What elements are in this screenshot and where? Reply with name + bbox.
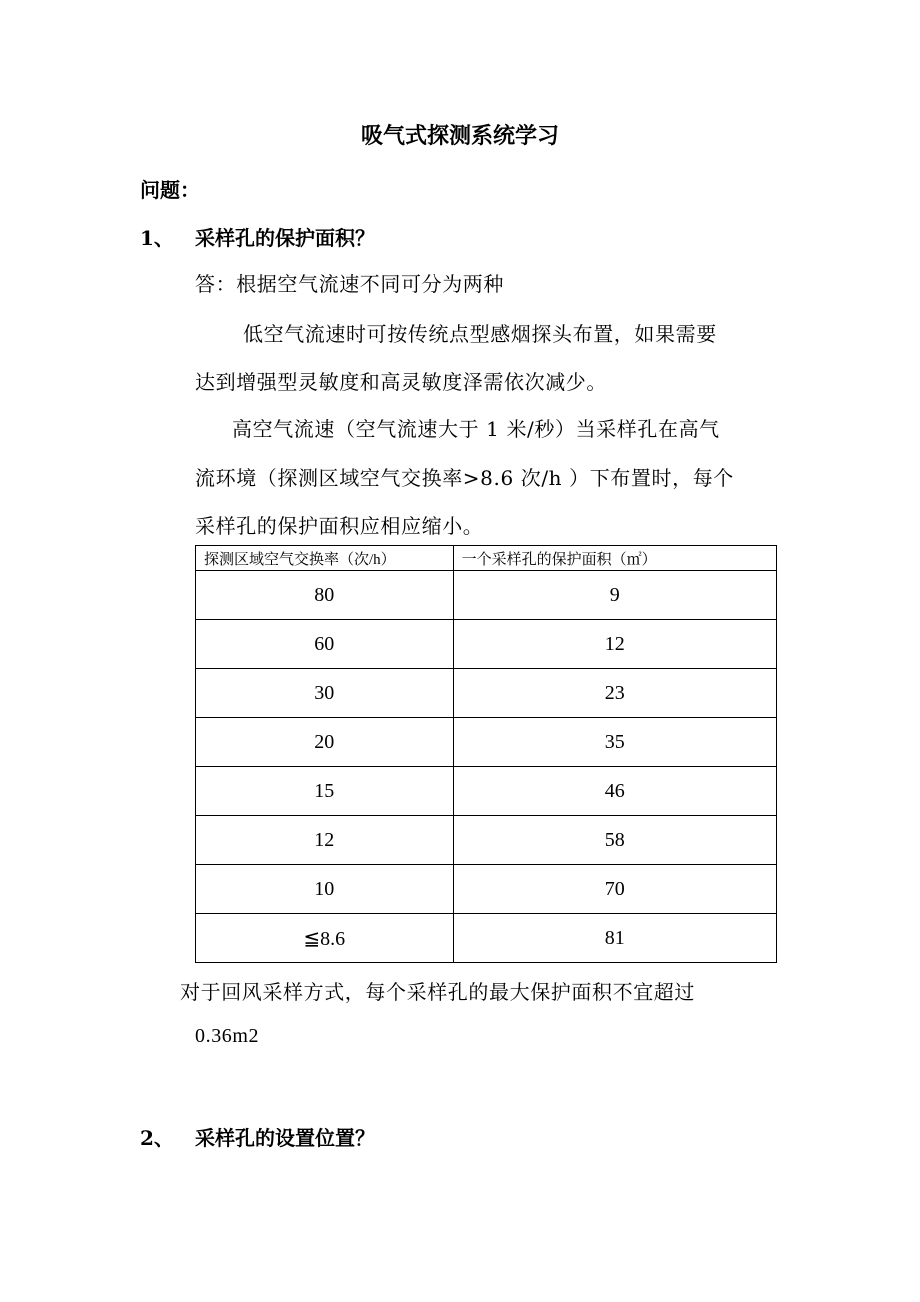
protection-area-cell: 58 <box>453 816 776 865</box>
table-row <box>196 620 777 669</box>
exchange-rate-cell: 30 <box>196 669 454 718</box>
return-air-text-line-2: 0.36m2 <box>195 1025 260 1047</box>
question-2-number: 2、 <box>140 1126 174 1150</box>
high-flow-text-line-1: 高空气流速（空气流速大于 1 米/秒）当采样孔在高气 <box>232 417 720 441</box>
high-flow-text-line-3: 采样孔的保护面积应相应缩小。 <box>195 514 484 538</box>
protection-area-cell: 12 <box>453 620 776 669</box>
exchange-rate-cell: 12 <box>196 816 454 865</box>
return-air-text-line-1: 对于回风采样方式，每个采样孔的最大保护面积不宜超过 <box>180 980 695 1004</box>
low-flow-text-line-1: 低空气流速时可按传统点型感烟探头布置，如果需要 <box>243 322 717 346</box>
column-header-protection-area: 一个采样孔的保护面积（㎡） <box>453 546 776 571</box>
table-row <box>196 718 777 767</box>
protection-area-cell: 9 <box>453 571 776 620</box>
exchange-rate-cell: 15 <box>196 767 454 816</box>
table-row <box>196 767 777 816</box>
exchange-rate-cell: ≦8.6 <box>196 914 454 963</box>
page-title: 吸气式探测系统学习 <box>360 123 559 149</box>
table-row <box>196 571 777 620</box>
protection-area-cell: 23 <box>453 669 776 718</box>
exchange-rate-cell: 20 <box>196 718 454 767</box>
exchange-rate-cell: 80 <box>196 571 454 620</box>
protection-area-cell: 70 <box>453 865 776 914</box>
high-flow-text-line-2: 流环境（探测区域空气交换率>8.6 次/h ）下布置时，每个 <box>195 466 734 490</box>
table-row <box>196 669 777 718</box>
protection-area-cell: 35 <box>453 718 776 767</box>
exchange-rate-cell: 60 <box>196 620 454 669</box>
table-row <box>196 914 777 963</box>
low-flow-text-line-2: 达到增强型灵敏度和高灵敏度泽需依次减少。 <box>195 370 607 394</box>
protection-area-table <box>195 545 777 963</box>
protection-area-cell: 46 <box>453 767 776 816</box>
table-header-row <box>196 546 777 571</box>
protection-area-cell: 81 <box>453 914 776 963</box>
question-1-heading: 采样孔的保护面积？ <box>195 226 375 250</box>
column-header-exchange-rate: 探测区域空气交换率（次/h） <box>196 546 454 571</box>
question-1-number: 1、 <box>140 226 174 250</box>
questions-label: 问题： <box>140 178 200 202</box>
table-row <box>196 816 777 865</box>
question-2-heading: 采样孔的设置位置？ <box>195 1126 375 1150</box>
table-row <box>196 865 777 914</box>
exchange-rate-cell: 10 <box>196 865 454 914</box>
answer-intro: 答：根据空气流速不同可分为两种 <box>195 272 504 296</box>
